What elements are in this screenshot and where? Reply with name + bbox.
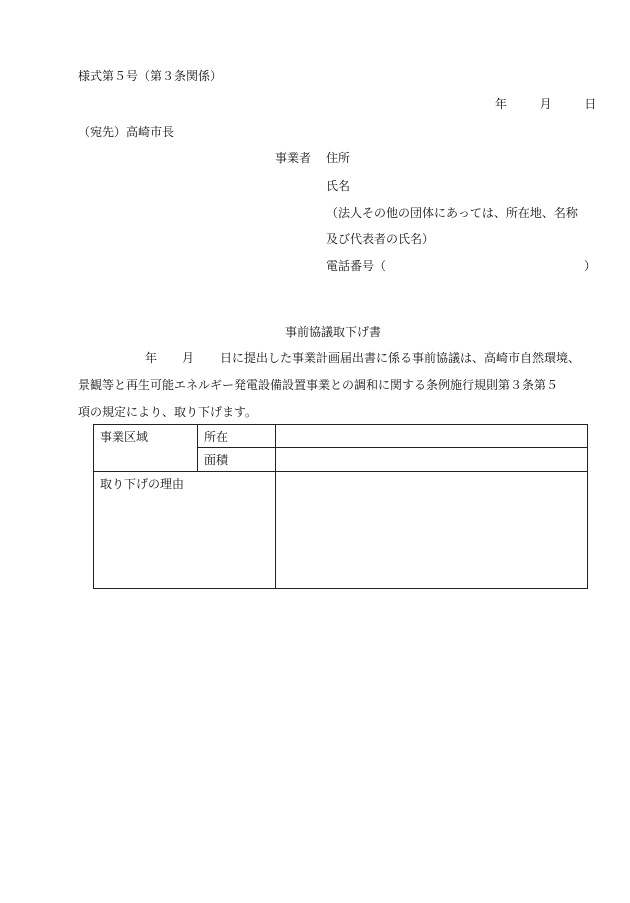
reason-label: 取り下げの理由 <box>100 477 185 491</box>
form-number: 様式第５号（第３条関係） <box>78 69 223 83</box>
size-value-cell[interactable] <box>276 448 588 472</box>
size-label-cell <box>198 448 276 472</box>
area-label-cell <box>94 425 198 472</box>
document-title: 事前協議取下げ書 <box>285 325 382 339</box>
body-year-label: 年 <box>145 351 158 365</box>
body-line2: 景観等と再生可能エネルギー発電設備設置事業との調和に関する条例施行規則第３条第５ <box>78 378 559 392</box>
location-label-cell <box>198 425 276 448</box>
location-label: 所在 <box>204 430 229 444</box>
withdrawal-details-table <box>93 424 588 589</box>
applicant-label: 事業者 <box>275 151 312 165</box>
name-label: 氏名 <box>326 179 351 193</box>
date-line <box>495 97 596 111</box>
corporate-note-line2: 及び代表者の氏名） <box>326 232 435 246</box>
location-value-cell[interactable] <box>276 425 588 448</box>
corporate-note-line1: （法人その他の団体にあっては、所在地、名称 <box>326 206 578 220</box>
addressee: （宛先）高崎市長 <box>78 125 175 139</box>
address-label: 住所 <box>326 151 351 165</box>
date-year-label: 年 <box>495 97 508 111</box>
body-month-label: 月 <box>182 351 195 365</box>
body-line3: 項の規定により、取り下げます。 <box>78 405 258 419</box>
date-day-label: 日 <box>584 97 597 111</box>
phone-close-paren: ） <box>584 259 597 273</box>
reason-value-cell[interactable] <box>276 472 588 589</box>
reason-label-cell <box>94 472 276 589</box>
size-label: 面積 <box>204 453 229 467</box>
area-label: 事業区域 <box>100 430 149 444</box>
body-line1: 日に提出した事業計画届出書に係る事前協議は、高崎市自然環境、 <box>220 351 581 365</box>
date-month-label: 月 <box>539 97 552 111</box>
phone-label: 電話番号（ <box>326 259 387 273</box>
